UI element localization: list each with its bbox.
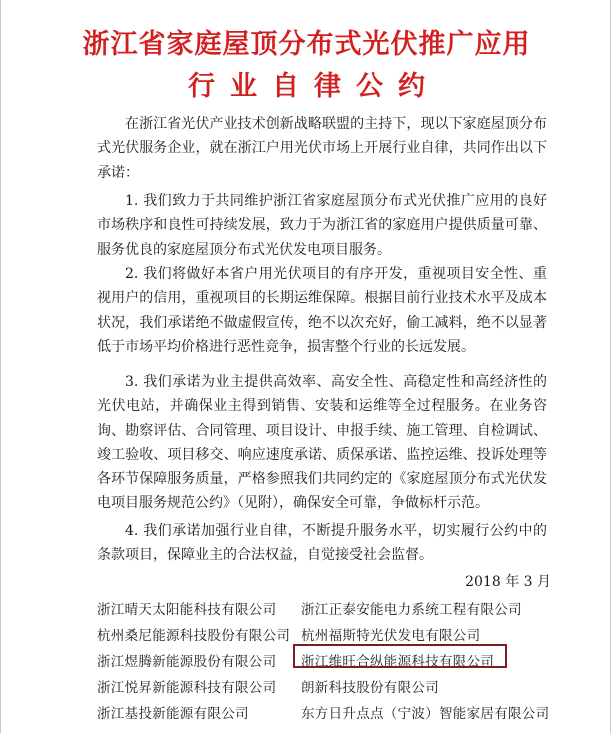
highlight-box: [293, 644, 507, 668]
commitment-item-1: [97, 189, 547, 262]
commitment-text-1: 1. 我们致力于共同维护浙江省家庭屋顶分布式光伏推广应用的良好市场秩序和良性可持续发展，致力于为浙江省的家庭用户提供质量可靠、服务优良的家庭屋顶分布式光伏发电项目服务。: [97, 193, 547, 258]
intro-text: 在浙江省光伏产业技术创新战略联盟的主持下，现以下家庭屋顶分布式光伏服务企业，就在浙江户用光伏市场上开展行业自律，共同作出以下承诺：: [97, 116, 547, 181]
signatory-left-4: 浙江悦昇新能源科技有限公司: [97, 680, 277, 696]
signatory-left-1: 浙江晴天太阳能科技有限公司: [97, 602, 277, 618]
signatory-right-3: 浙江维旺合纵能源科技有限公司: [301, 654, 495, 670]
commitment-text-3: 3. 我们承诺为业主提供高效率、高安全性、高稳定性和高经济性的光伏电站，并确保业主得到销售、安装和运维等全过程服务。在业务咨询、勘察评估、合同管理、项目设计、申报手续、施工管理、自检调试、竣工验收、项目移交、响应速度承诺、质保承诺、监控运维、投诉处理等各环节保障服务质量，严格参照我们共同约定的《家庭屋顶分布式光伏发电项目服务规范公约》（见附），确保安全可靠，争做标杆示范。: [97, 374, 547, 512]
commitment-item-3: [97, 370, 547, 516]
commitment-item-4: [97, 519, 547, 568]
signatory-left-2: 杭州桑尼能源科技股份有限公司: [97, 628, 291, 644]
signatory-left-5: 浙江基投新能源有限公司: [97, 706, 249, 722]
signatory-right-5: 东方日升点点（宁波）智能家居有限公司: [301, 706, 550, 722]
document-date: 2018 年 3 月: [465, 574, 551, 590]
commitment-text-2: 2. 我们将做好本省户用光伏项目的有序开发，重视项目安全性、重视用户的信用，重视项目的长期运维保障。根据目前行业技术水平及成本状况，我们承诺绝不做虚假宣传，绝不以次充好，偷工减料，绝不以显著低于市场平均价格进行恶性竞争，损害整个行业的长远发展。: [97, 266, 547, 355]
commitment-item-2: [97, 262, 547, 359]
commitment-text-4: 4. 我们承诺加强行业自律，不断提升服务水平，切实履行公约中的条款项目，保障业主的合法权益，自觉接受社会监督。: [97, 523, 547, 564]
intro-paragraph: [97, 112, 547, 185]
document-title-line2: 行业自律公约: [188, 71, 440, 102]
signatory-left-3: 浙江煜腾新能源股份有限公司: [97, 654, 277, 670]
signatory-right-1: 浙江正泰安能电力系统工程有限公司: [301, 602, 522, 618]
signatory-right-2: 杭州福斯特光伏发电有限公司: [301, 628, 481, 644]
signatory-right-4: 朗新科技股份有限公司: [301, 680, 439, 696]
document-title-line1: 浙江省家庭屋顶分布式光伏推广应用: [82, 29, 531, 60]
